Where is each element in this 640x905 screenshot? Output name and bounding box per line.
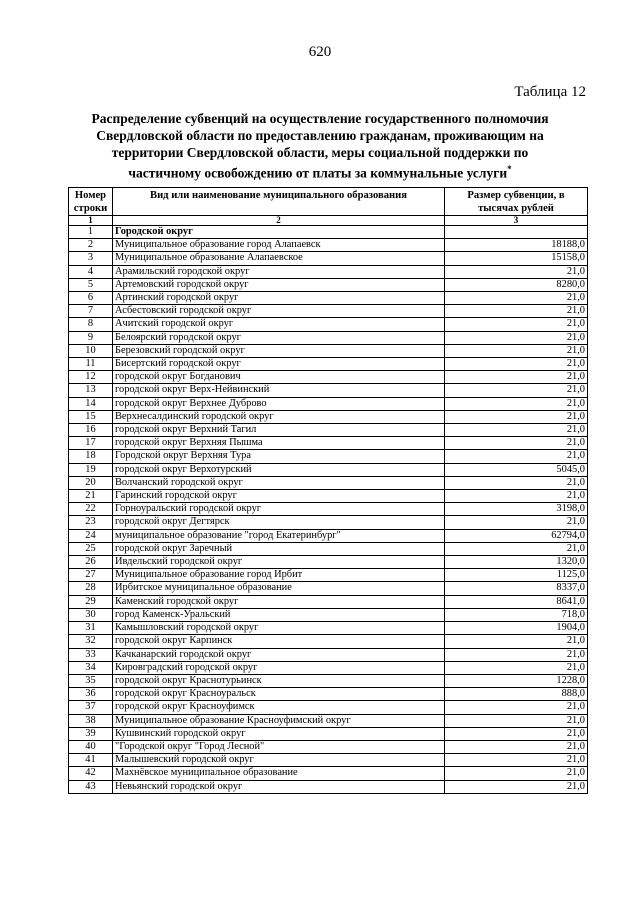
table-row: [69, 252, 588, 265]
municipality-name-cell: муниципальное образование "город Екатеринбург": [113, 529, 445, 542]
row-number-cell: 37: [69, 701, 113, 714]
municipality-name-cell: Горноуральский городской округ: [113, 503, 445, 516]
subsidy-amount-cell: 21,0: [445, 318, 588, 331]
row-number-cell: 23: [69, 516, 113, 529]
municipality-name-cell: Малышевский городской округ: [113, 754, 445, 767]
subsidy-amount-cell: 21,0: [445, 292, 588, 305]
row-number-cell: 2: [69, 239, 113, 252]
municipality-name-cell: Березовский городской округ: [113, 344, 445, 357]
subsidy-amount-cell: 8337,0: [445, 582, 588, 595]
row-number-cell: 13: [69, 384, 113, 397]
table-row: [69, 410, 588, 423]
subsidy-amount-cell: 5045,0: [445, 463, 588, 476]
subsidy-amount-cell: 21,0: [445, 265, 588, 278]
document-title: [90, 110, 550, 182]
subsidy-amount-cell: 21,0: [445, 727, 588, 740]
subsidy-amount-cell: 1320,0: [445, 556, 588, 569]
subsidy-amount-cell: 1228,0: [445, 674, 588, 687]
table-row: [69, 754, 588, 767]
subsidy-table: [68, 187, 588, 794]
row-number-cell: 10: [69, 344, 113, 357]
row-number-cell: 26: [69, 556, 113, 569]
table-row: [69, 331, 588, 344]
row-number-cell: 28: [69, 582, 113, 595]
subsidy-amount-cell: 21,0: [445, 331, 588, 344]
table-row: [69, 767, 588, 780]
row-number-cell: 9: [69, 331, 113, 344]
table-row: [69, 384, 588, 397]
municipality-name-cell: Арамильский городской округ: [113, 265, 445, 278]
municipality-name-cell: городской округ Верхний Тагил: [113, 424, 445, 437]
table-row: [69, 239, 588, 252]
row-number-cell: 31: [69, 622, 113, 635]
column-index: 3: [445, 216, 588, 226]
municipality-name-cell: городской округ Заречный: [113, 542, 445, 555]
municipality-name-cell: Камышловский городской округ: [113, 622, 445, 635]
table-row: [69, 661, 588, 674]
municipality-name-cell: городской округ Дегтярск: [113, 516, 445, 529]
table-row: [69, 529, 588, 542]
municipality-name-cell: Муниципальное образование Красноуфимский округ: [113, 714, 445, 727]
row-number-cell: 18: [69, 450, 113, 463]
row-number-cell: 30: [69, 608, 113, 621]
table-row: [69, 701, 588, 714]
column-index-row: [69, 216, 588, 226]
municipality-name-cell: Гаринский городской округ: [113, 490, 445, 503]
table-row: [69, 727, 588, 740]
table-row: [69, 622, 588, 635]
table-row: [69, 265, 588, 278]
subsidy-amount-cell: 15158,0: [445, 252, 588, 265]
subsidy-amount-cell: 21,0: [445, 384, 588, 397]
table-row: [69, 226, 588, 239]
row-number-cell: 43: [69, 780, 113, 793]
table-row: [69, 714, 588, 727]
municipality-name-cell: городской округ Богданович: [113, 371, 445, 384]
row-number-cell: 15: [69, 410, 113, 423]
municipality-name-cell: Белоярский городской округ: [113, 331, 445, 344]
municipality-name-cell: городской округ Красноуфимск: [113, 701, 445, 714]
row-number-cell: 41: [69, 754, 113, 767]
subsidy-amount-cell: 3198,0: [445, 503, 588, 516]
municipality-name-cell: город Каменск-Уральский: [113, 608, 445, 621]
row-number-cell: 42: [69, 767, 113, 780]
municipality-name-cell: Ирбитское муниципальное образование: [113, 582, 445, 595]
municipality-name-cell: Махнёвское муниципальное образование: [113, 767, 445, 780]
table-row: [69, 582, 588, 595]
row-number-cell: 17: [69, 437, 113, 450]
municipality-name-cell: Невьянский городской округ: [113, 780, 445, 793]
municipality-name-cell: городской округ Верхотурский: [113, 463, 445, 476]
table-row: [69, 424, 588, 437]
table-row: [69, 358, 588, 371]
municipality-name-cell: Кировградский городской округ: [113, 661, 445, 674]
table-row: [69, 292, 588, 305]
municipality-name-cell: "Городской округ "Город Лесной": [113, 740, 445, 753]
table-header-row: [69, 188, 588, 216]
subsidy-amount-cell: 21,0: [445, 648, 588, 661]
table-row: [69, 305, 588, 318]
municipality-name-cell: Асбестовский городской округ: [113, 305, 445, 318]
municipality-name-cell: Качканарский городской округ: [113, 648, 445, 661]
municipality-name-cell: городской округ Карпинск: [113, 635, 445, 648]
subsidy-amount-cell: 62794,0: [445, 529, 588, 542]
municipality-name-cell: Верхнесалдинский городской округ: [113, 410, 445, 423]
table-row: [69, 674, 588, 687]
table-row: [69, 318, 588, 331]
row-number-cell: 36: [69, 688, 113, 701]
subsidy-amount-cell: 21,0: [445, 542, 588, 555]
footnote-mark: *: [507, 164, 512, 174]
header-name: Вид или наименование муниципального образования: [113, 188, 445, 216]
table-row: [69, 595, 588, 608]
subsidy-amount-cell: 21,0: [445, 490, 588, 503]
table-row: [69, 516, 588, 529]
table-row: [69, 490, 588, 503]
row-number-cell: 7: [69, 305, 113, 318]
municipality-name-cell: городской округ Верхнее Дуброво: [113, 397, 445, 410]
table-row: [69, 397, 588, 410]
row-number-cell: 21: [69, 490, 113, 503]
table-row: [69, 278, 588, 291]
subsidy-amount-cell: 21,0: [445, 701, 588, 714]
subsidy-amount-cell: 21,0: [445, 344, 588, 357]
row-number-cell: 20: [69, 476, 113, 489]
subsidy-amount-cell: 888,0: [445, 688, 588, 701]
subsidy-amount-cell: 1904,0: [445, 622, 588, 635]
table-row: [69, 635, 588, 648]
subsidy-amount-cell: 21,0: [445, 424, 588, 437]
subsidy-amount-cell: 21,0: [445, 371, 588, 384]
row-number-cell: 32: [69, 635, 113, 648]
table-row: [69, 542, 588, 555]
subsidy-amount-cell: 21,0: [445, 767, 588, 780]
row-number-cell: 40: [69, 740, 113, 753]
subsidy-amount-cell: 21,0: [445, 740, 588, 753]
row-number-cell: 14: [69, 397, 113, 410]
row-number-cell: 19: [69, 463, 113, 476]
table-row: [69, 740, 588, 753]
table-row: [69, 463, 588, 476]
column-index: 2: [113, 216, 445, 226]
municipality-name-cell: городской округ Красноуральск: [113, 688, 445, 701]
subsidy-amount-cell: 18188,0: [445, 239, 588, 252]
row-number-cell: 34: [69, 661, 113, 674]
row-number-cell: 11: [69, 358, 113, 371]
municipality-name-cell: Волчанский городской округ: [113, 476, 445, 489]
document-title-text: Распределение субвенций на осуществление государственного полномочия Свердловской области по предоставлению гражданам, проживающим на территории Свердловской области, меры социальной поддержки по частичному освобождению от платы за коммунальные услуги: [91, 111, 549, 181]
row-number-cell: 25: [69, 542, 113, 555]
table-row: [69, 503, 588, 516]
subsidy-amount-cell: 21,0: [445, 635, 588, 648]
subsidy-amount-cell: 8641,0: [445, 595, 588, 608]
municipality-name-cell: Ачитский городской округ: [113, 318, 445, 331]
row-number-cell: 24: [69, 529, 113, 542]
table-row: [69, 437, 588, 450]
subsidy-amount-cell: [445, 226, 588, 239]
row-number-cell: 5: [69, 278, 113, 291]
municipality-name-cell: Муниципальное образование Алапаевское: [113, 252, 445, 265]
municipality-name-cell: городской округ Верхняя Пышма: [113, 437, 445, 450]
row-number-cell: 39: [69, 727, 113, 740]
subsidy-amount-cell: 8280,0: [445, 278, 588, 291]
subsidy-amount-cell: 21,0: [445, 450, 588, 463]
municipality-name-cell: Городской округ: [113, 226, 445, 239]
row-number-cell: 33: [69, 648, 113, 661]
row-number-cell: 4: [69, 265, 113, 278]
column-index: 1: [69, 216, 113, 226]
municipality-name-cell: городской округ Краснотурьинск: [113, 674, 445, 687]
row-number-cell: 27: [69, 569, 113, 582]
subsidy-amount-cell: 21,0: [445, 410, 588, 423]
table-row: [69, 371, 588, 384]
table-row: [69, 608, 588, 621]
municipality-name-cell: Каменский городской округ: [113, 595, 445, 608]
subsidy-amount-cell: 718,0: [445, 608, 588, 621]
row-number-cell: 1: [69, 226, 113, 239]
subsidy-amount-cell: 1125,0: [445, 569, 588, 582]
row-number-cell: 35: [69, 674, 113, 687]
row-number-cell: 8: [69, 318, 113, 331]
row-number-cell: 16: [69, 424, 113, 437]
subsidy-amount-cell: 21,0: [445, 358, 588, 371]
municipality-name-cell: Ивдельский городской округ: [113, 556, 445, 569]
table-row: [69, 569, 588, 582]
subsidy-amount-cell: 21,0: [445, 661, 588, 674]
table-row: [69, 344, 588, 357]
subsidy-amount-cell: 21,0: [445, 397, 588, 410]
row-number-cell: 12: [69, 371, 113, 384]
municipality-name-cell: городской округ Верх-Нейвинский: [113, 384, 445, 397]
municipality-name-cell: Муниципальное образование город Ирбит: [113, 569, 445, 582]
municipality-name-cell: Артемовский городской округ: [113, 278, 445, 291]
row-number-cell: 22: [69, 503, 113, 516]
page-number: 620: [308, 44, 332, 60]
subsidy-amount-cell: 21,0: [445, 754, 588, 767]
municipality-name-cell: Городской округ Верхняя Тура: [113, 450, 445, 463]
subsidy-amount-cell: 21,0: [445, 437, 588, 450]
municipality-name-cell: Артинский городской округ: [113, 292, 445, 305]
subsidy-amount-cell: 21,0: [445, 476, 588, 489]
row-number-cell: 38: [69, 714, 113, 727]
header-amount: Размер субвенции, в тысячах рублей: [445, 188, 588, 216]
header-row-number: Номер строки: [69, 188, 113, 216]
table-row: [69, 780, 588, 793]
table-row: [69, 556, 588, 569]
subsidy-amount-cell: 21,0: [445, 780, 588, 793]
municipality-name-cell: Бисертский городской округ: [113, 358, 445, 371]
table-row: [69, 450, 588, 463]
municipality-name-cell: Кушвинский городской округ: [113, 727, 445, 740]
row-number-cell: 6: [69, 292, 113, 305]
table-row: [69, 648, 588, 661]
table-body: [69, 226, 588, 794]
row-number-cell: 29: [69, 595, 113, 608]
table-label: Таблица 12: [514, 84, 586, 100]
row-number-cell: 3: [69, 252, 113, 265]
subsidy-amount-cell: 21,0: [445, 516, 588, 529]
table-row: [69, 476, 588, 489]
table-row: [69, 688, 588, 701]
subsidy-amount-cell: 21,0: [445, 305, 588, 318]
subsidy-amount-cell: 21,0: [445, 714, 588, 727]
municipality-name-cell: Муниципальное образование город Алапаевск: [113, 239, 445, 252]
